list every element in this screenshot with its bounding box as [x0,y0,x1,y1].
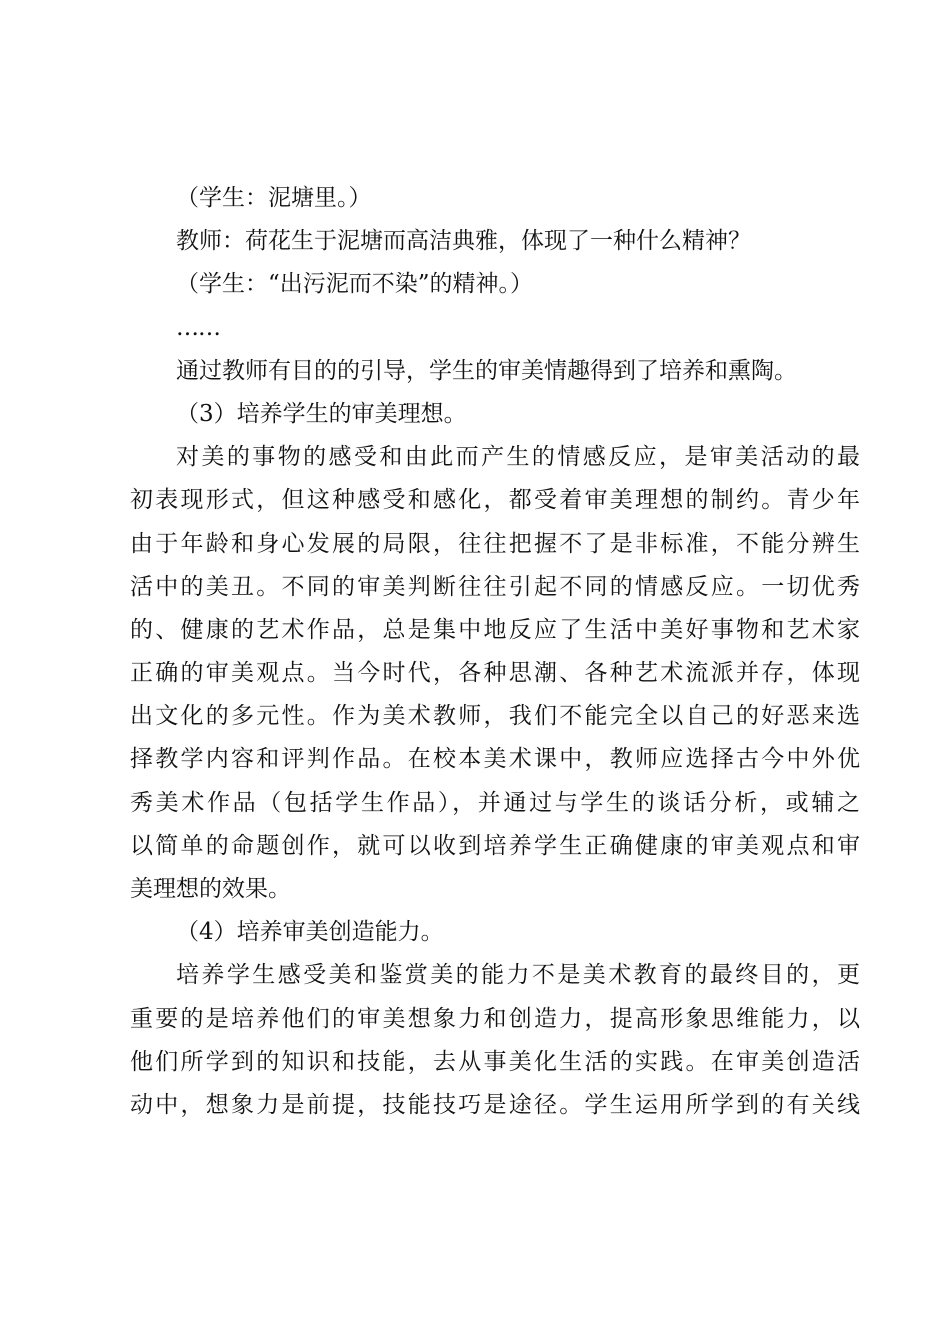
dialogue-student-2: （学生：“出污泥而不染”的精神。） [176,271,534,298]
paragraph-line: 择教学内容和评判作品。在校本美术课中，教师应选择古今中外优 [130,746,860,773]
dialogue-student-1: （学生：泥塘里。） [176,185,372,211]
paragraph-line: 他们所学到的知识和技能，去从事美化生活的实践。在审美创造活 [130,1048,860,1075]
dialogue-teacher: 教师：荷花生于泥塘而高洁典雅，体现了一种什么精神？ [176,228,751,255]
paragraph-line: 出文化的多元性。作为美术教师，我们不能完全以自己的好恶来选 [130,703,860,730]
paragraph-line: 动中，想象力是前提，技能技巧是途径。学生运用所学到的有关线 [130,1091,860,1118]
paragraph-line: 的、健康的艺术作品，总是集中地反应了生活中美好事物和艺术家 [130,616,860,643]
paragraph-line: 正确的审美观点。当今时代，各种思潮、各种艺术流派并存，体现 [130,660,860,687]
ellipsis-line: …… [176,314,220,341]
paragraph-line-end: 美理想的效果。 [130,876,291,902]
paragraph-line: 活中的美丑。不同的审美判断往往引起不同的情感反应。一切优秀 [130,573,860,600]
document-body [130,177,860,1127]
section-heading-4: （4）培养审美创造能力。 [176,919,444,946]
paragraph-line: 初表现形式，但这种感受和感化，都受着审美理想的制约。青少年 [130,487,860,514]
paragraph-line: 对美的事物的感受和由此而产生的情感反应，是审美活动的最 [176,444,860,471]
paragraph-line: 重要的是培养他们的审美想象力和创造力，提高形象思维能力，以 [130,1005,860,1032]
paragraph-line: 培养学生感受美和鉴赏美的能力不是美术教育的最终目的，更 [176,962,860,989]
paragraph-summary: 通过教师有目的的引导，学生的审美情趣得到了培养和熏陶。 [176,357,797,384]
section-heading-3: （3）培养学生的审美理想。 [176,400,467,427]
paragraph-line: 由于年龄和身心发展的局限，往往把握不了是非标准，不能分辨生 [130,530,860,557]
paragraph-line: 以简单的命题创作，就可以收到培养学生正确健康的审美观点和审 [130,832,860,859]
paragraph-line: 秀美术作品（包括学生作品），并通过与学生的谈话分析，或辅之 [130,789,860,816]
